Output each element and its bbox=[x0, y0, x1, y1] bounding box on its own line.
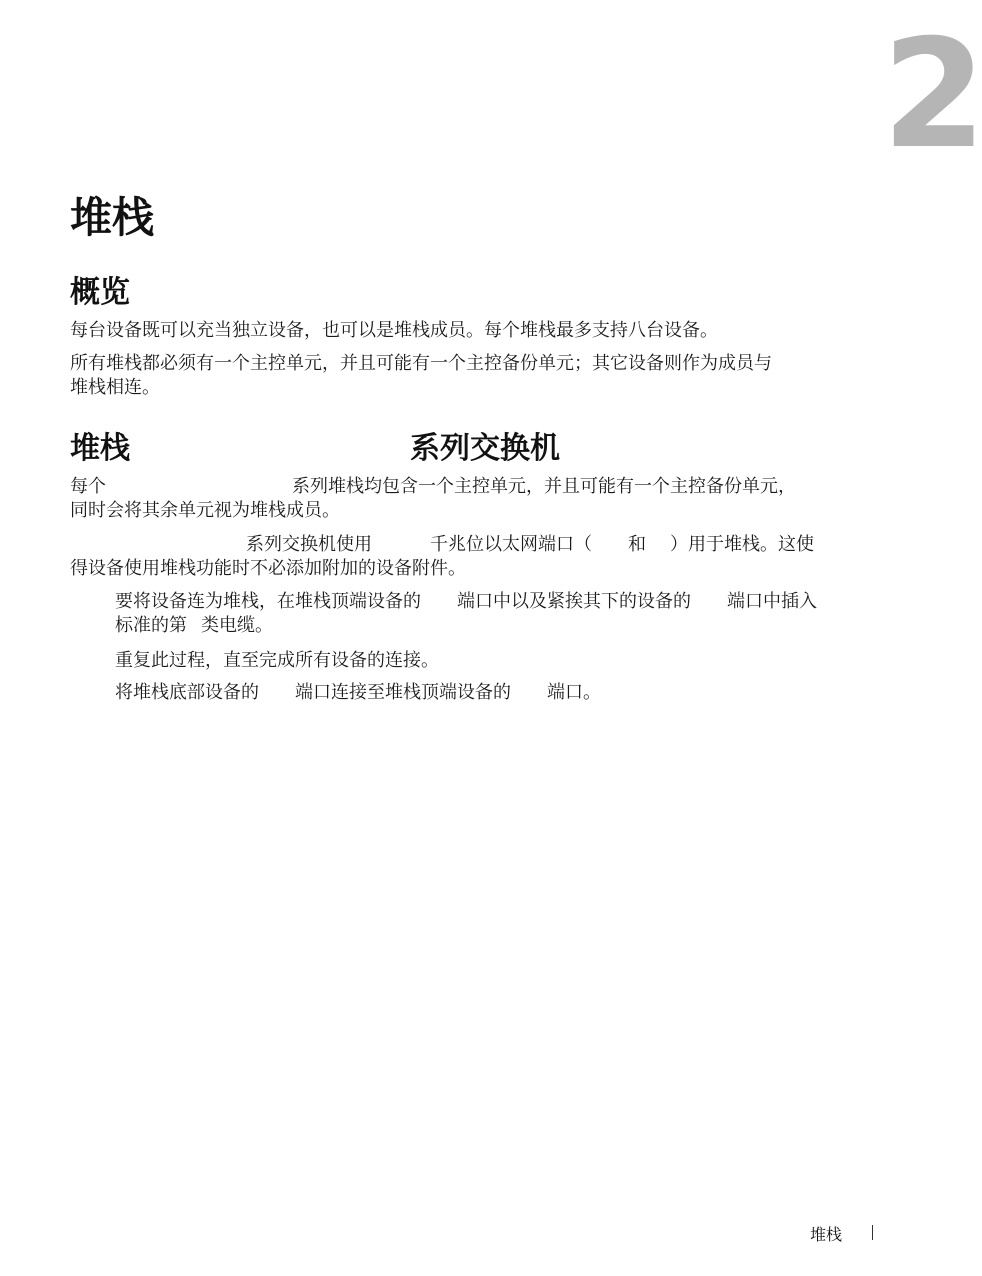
step-1-line-2-b: 类电缆。 bbox=[201, 615, 273, 636]
p2-line2: 得设备使用堆栈功能时不必添加附加的设备附件。 bbox=[70, 558, 466, 579]
overview-paragraph-2 bbox=[70, 352, 772, 400]
p2-line1-part-d: ）用于堆栈。这使 bbox=[670, 534, 814, 555]
step-3-part-a: 将堆栈底部设备的 bbox=[115, 682, 259, 703]
step-1 bbox=[115, 590, 817, 638]
chapter-number: 2 bbox=[882, 8, 982, 182]
overview-paragraph-1: 每台设备既可以充当独立设备，也可以是堆栈成员。每个堆栈最多支持八台设备。 bbox=[70, 320, 718, 341]
footer-section-label: 堆栈 bbox=[810, 1225, 843, 1244]
p1-line1-start: 每个 bbox=[70, 476, 106, 497]
switch-stack-paragraph-2 bbox=[70, 533, 814, 581]
step-1-part-c: 端口中插入 bbox=[727, 591, 817, 612]
overview-heading: 概览 bbox=[70, 275, 130, 310]
overview-paragraph-2-line-1: 所有堆栈都必须有一个主控单元，并且可能有一个主控备份单元；其它设备则作为成员与 bbox=[70, 353, 772, 374]
p2-line1-part-c: 和 bbox=[628, 534, 646, 555]
p1-line1-end: 系列堆栈均包含一个主控单元，并且可能有一个主控备份单元， bbox=[292, 476, 796, 497]
step-1-line-2-a: 标准的第 bbox=[115, 615, 187, 636]
step-1-part-b: 端口中以及紧挨其下的设备的 bbox=[457, 591, 691, 612]
step-3-part-c: 端口。 bbox=[547, 682, 601, 703]
switch-stack-paragraph-1 bbox=[70, 475, 796, 523]
switch-stack-heading bbox=[70, 430, 560, 468]
step-3 bbox=[115, 681, 601, 705]
p2-line1-part-b: 千兆位以太网端口（ bbox=[430, 534, 592, 555]
step-3-part-b: 端口连接至堆栈顶端设备的 bbox=[295, 682, 511, 703]
switch-stack-heading-part-2: 系列交换机 bbox=[410, 431, 560, 466]
overview-paragraph-2-line-2: 堆栈相连。 bbox=[70, 377, 160, 398]
p1-line2: 同时会将其余单元视为堆栈成员。 bbox=[70, 500, 340, 521]
switch-stack-heading-part-1: 堆栈 bbox=[70, 431, 130, 466]
step-1-part-a: 要将设备连为堆栈，在堆栈顶端设备的 bbox=[115, 591, 421, 612]
p2-line1-part-a: 系列交换机使用 bbox=[246, 534, 372, 555]
footer-divider bbox=[872, 1225, 873, 1240]
step-2: 重复此过程，直至完成所有设备的连接。 bbox=[115, 650, 439, 671]
chapter-title: 堆栈 bbox=[70, 193, 155, 242]
